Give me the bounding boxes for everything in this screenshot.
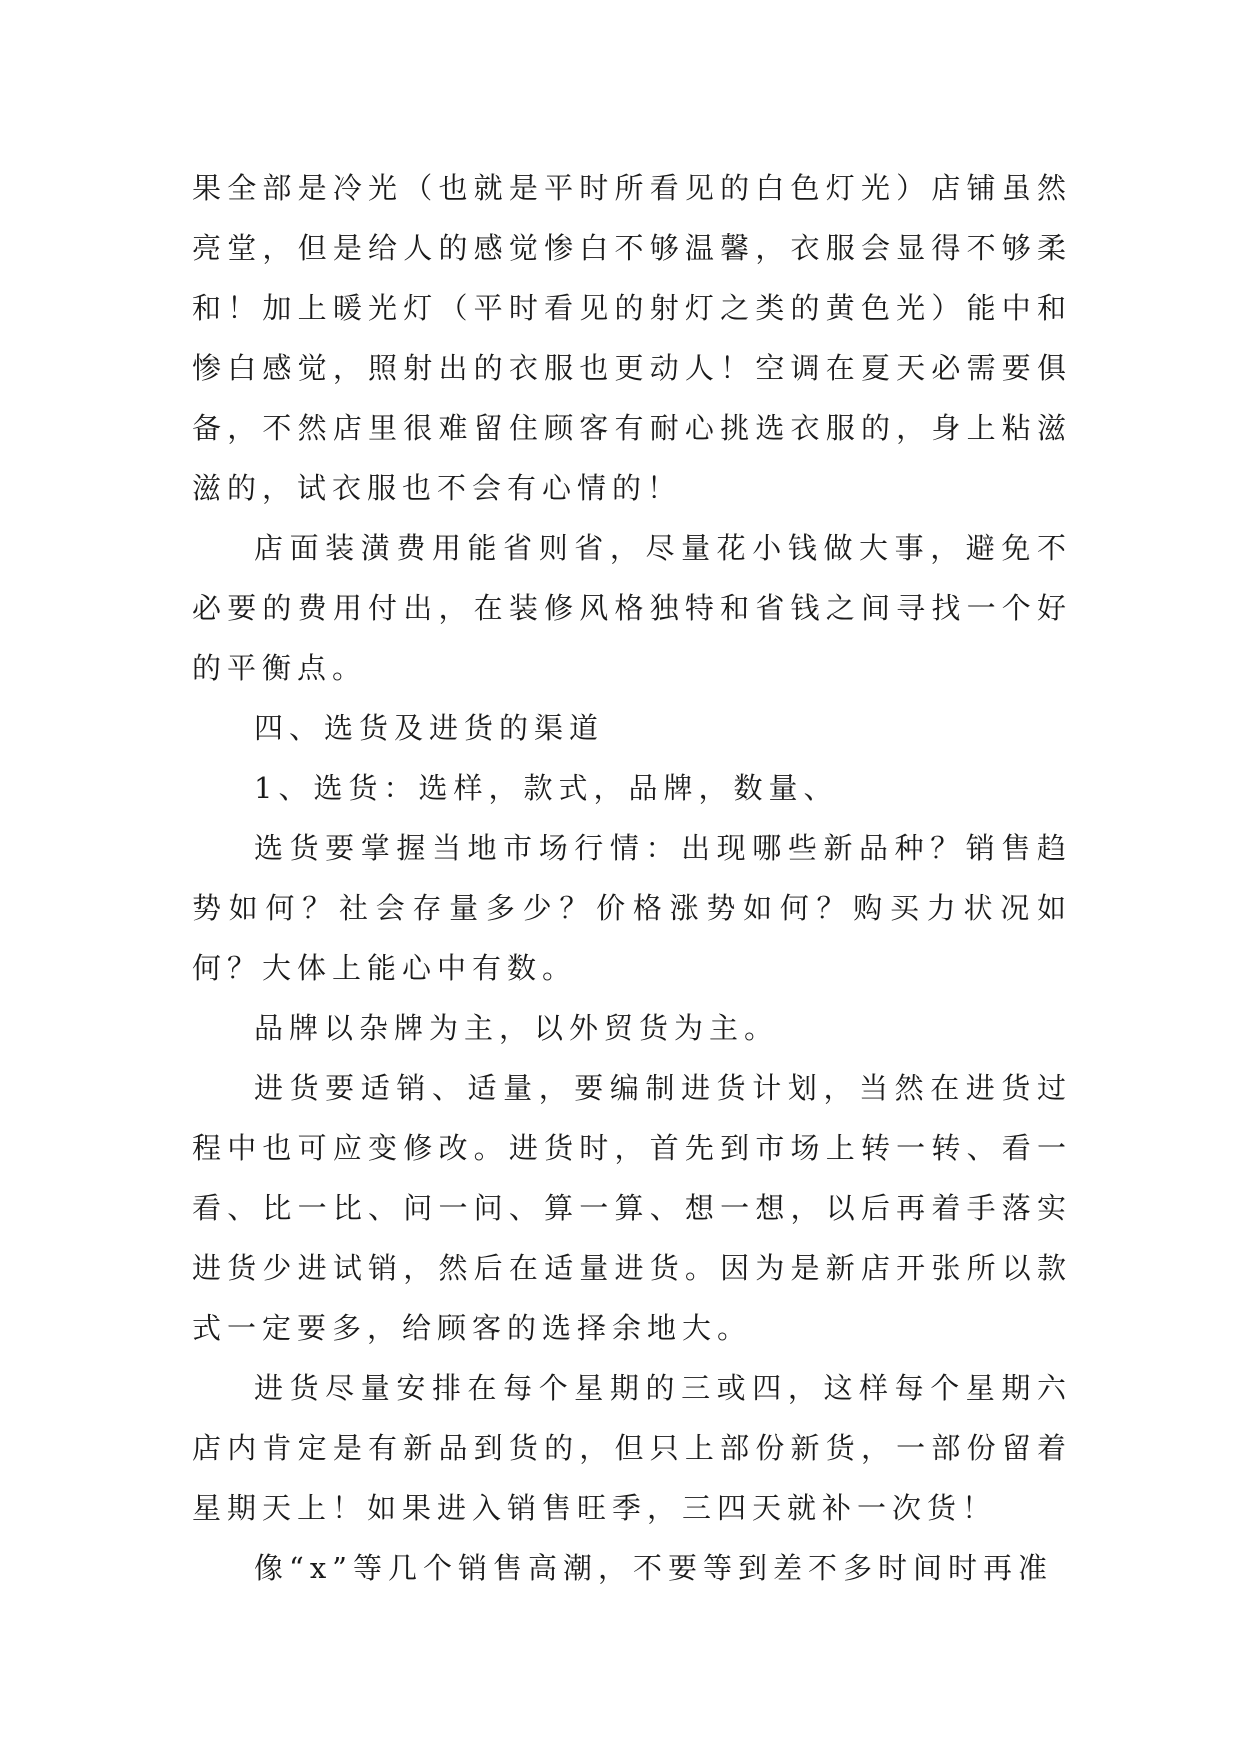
paragraph-restock-schedule: 进货尽量安排在每个星期的三或四，这样每个星期六店内肯定是有新品到货的，但只上部份新货，一部份留着星期天上！如果进入销售旺季，三四天就补一次货！ bbox=[192, 1371, 1072, 1525]
paragraph-decoration-cost: 店面装潢费用能省则省，尽量花小钱做大事，避免不必要的费用付出，在装修风格独特和省钱之间寻找一个好的平衡点。 bbox=[192, 531, 1072, 685]
paragraph-sales-peaks: 像“x”等几个销售高潮，不要等到差不多时间时再准 bbox=[254, 1551, 1054, 1585]
section-heading-purchasing-channels: 四、选货及进货的渠道 bbox=[254, 711, 605, 745]
document-body bbox=[192, 158, 1072, 1598]
paragraph-purchasing-plan: 进货要适销、适量，要编制进货计划，当然在进货过程中也可应变修改。进货时，首先到市场上转一转、看一看、比一比、问一问、算一算、想一想，以后再着手落实进货少进试销，然后在适量进货。因为是新店开张所以款式一定要多，给顾客的选择余地大。 bbox=[192, 1071, 1072, 1345]
paragraph-brand-focus: 品牌以杂牌为主，以外贸货为主。 bbox=[254, 1011, 780, 1045]
paragraph-market-conditions: 选货要掌握当地市场行情：出现哪些新品种？销售趋势如何？社会存量多少？价格涨势如何？购买力状况如何？大体上能心中有数。 bbox=[192, 831, 1072, 985]
paragraph-lighting-continuation: 果全部是冷光（也就是平时所看见的白色灯光）店铺虽然亮堂，但是给人的感觉惨白不够温馨，衣服会显得不够柔和！加上暖光灯（平时看见的射灯之类的黄色光）能中和惨白感觉，照射出的衣服也更动人！空调在夏天必需要俱备，不然店里很难留住顾客有耐心挑选衣服的，身上粘滋滋的，试衣服也不会有心情的！ bbox=[192, 171, 1072, 505]
subheading-product-selection: 1、选货：选样，款式，品牌，数量、 bbox=[254, 771, 839, 805]
